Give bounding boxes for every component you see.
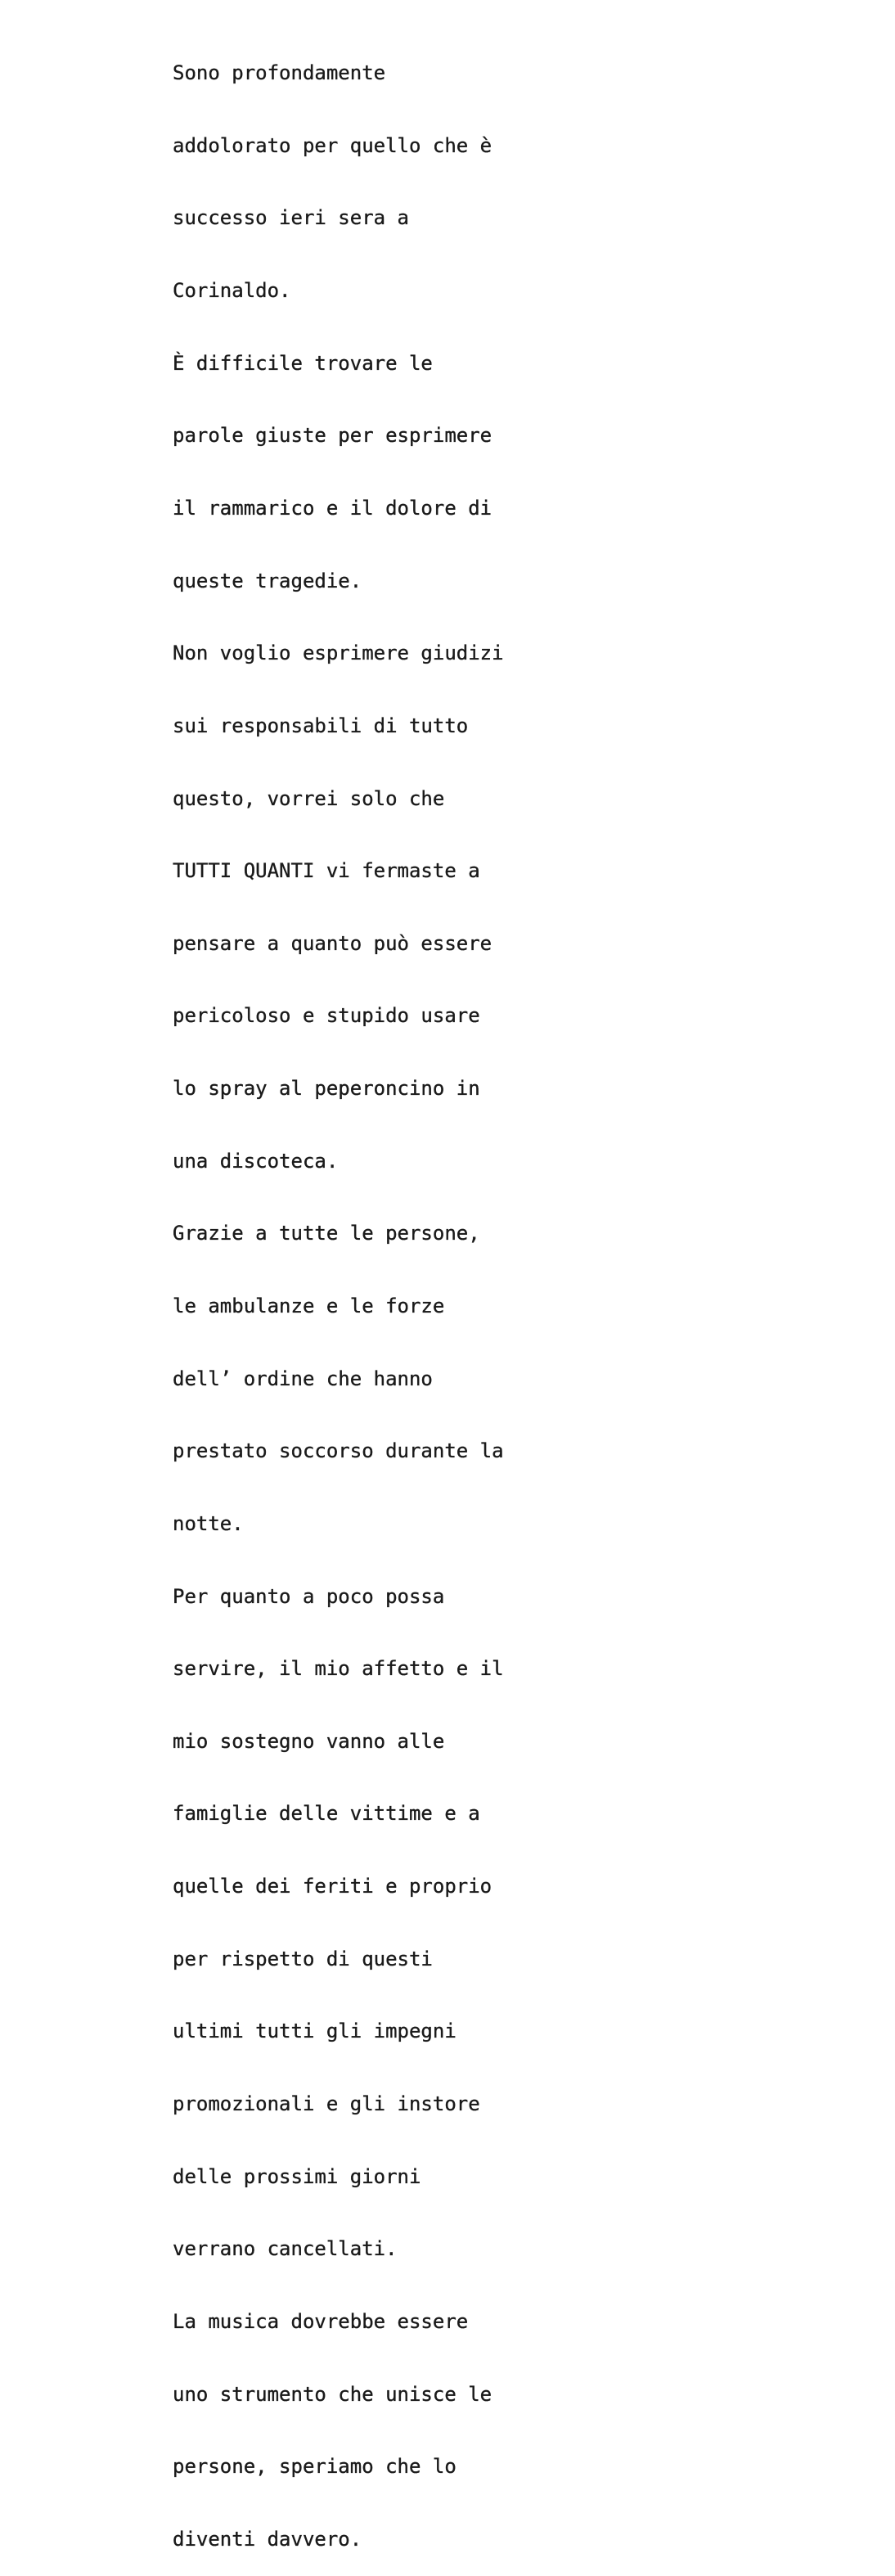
message-line: uno strumento che unisce le xyxy=(173,2382,492,2406)
message-line: sui responsabili di tutto xyxy=(173,714,469,737)
message-line: mio sostegno vanno alle xyxy=(173,1729,445,1753)
message-line: Corinaldo. xyxy=(173,279,291,303)
message-line: servire, il mio affetto e il xyxy=(173,1657,504,1681)
message-line: dell’ ordine che hanno xyxy=(173,1367,433,1390)
message-line: successo ieri sera a xyxy=(173,206,409,230)
message-line: per rispetto di questi xyxy=(173,1947,433,1970)
message-line: Non voglio esprimere giudizi xyxy=(173,642,504,665)
message-line: queste tragedie. xyxy=(173,569,362,592)
message-line: le ambulanze e le forze xyxy=(173,1294,445,1317)
message-line: ultimi tutti gli impegni xyxy=(173,2020,456,2043)
message-line: notte. xyxy=(173,1511,244,1535)
message-line: promozionali e gli instore xyxy=(173,2092,480,2116)
message-line: il rammarico e il dolore di xyxy=(173,496,492,520)
message-line: La musica dovrebbe essere xyxy=(173,2309,469,2333)
message-line: delle prossimi giorni xyxy=(173,2164,421,2188)
message-line: diventi davvero. xyxy=(173,2527,362,2551)
message-line: prestato soccorso durante la xyxy=(173,1439,504,1463)
message-line: pericoloso e stupido usare xyxy=(173,1004,480,1028)
message-line: È difficile trovare le xyxy=(173,351,433,375)
message-line: quelle dei feriti e proprio xyxy=(173,1875,492,1898)
message-line: Per quanto a poco possa xyxy=(173,1584,445,1608)
message-line: famiglie delle vittime e a xyxy=(173,1802,480,1826)
message-line: lo spray al peperoncino in xyxy=(173,1077,480,1101)
message-line: verrano cancellati. xyxy=(173,2237,398,2261)
message-line: addolorato per quello che è xyxy=(173,133,492,157)
message-line: parole giuste per esprimere xyxy=(173,424,492,448)
message-line: questo, vorrei solo che xyxy=(173,786,445,810)
message-text-block xyxy=(173,13,557,2576)
message-line: pensare a quanto può essere xyxy=(173,931,492,955)
message-line: una discoteca. xyxy=(173,1149,339,1173)
message-line: Sono profondamente xyxy=(173,61,386,85)
message-line: Grazie a tutte le persone, xyxy=(173,1222,480,1245)
message-line: persone, speriamo che lo xyxy=(173,2455,456,2479)
message-line: TUTTI QUANTI vi fermaste a xyxy=(173,859,480,883)
